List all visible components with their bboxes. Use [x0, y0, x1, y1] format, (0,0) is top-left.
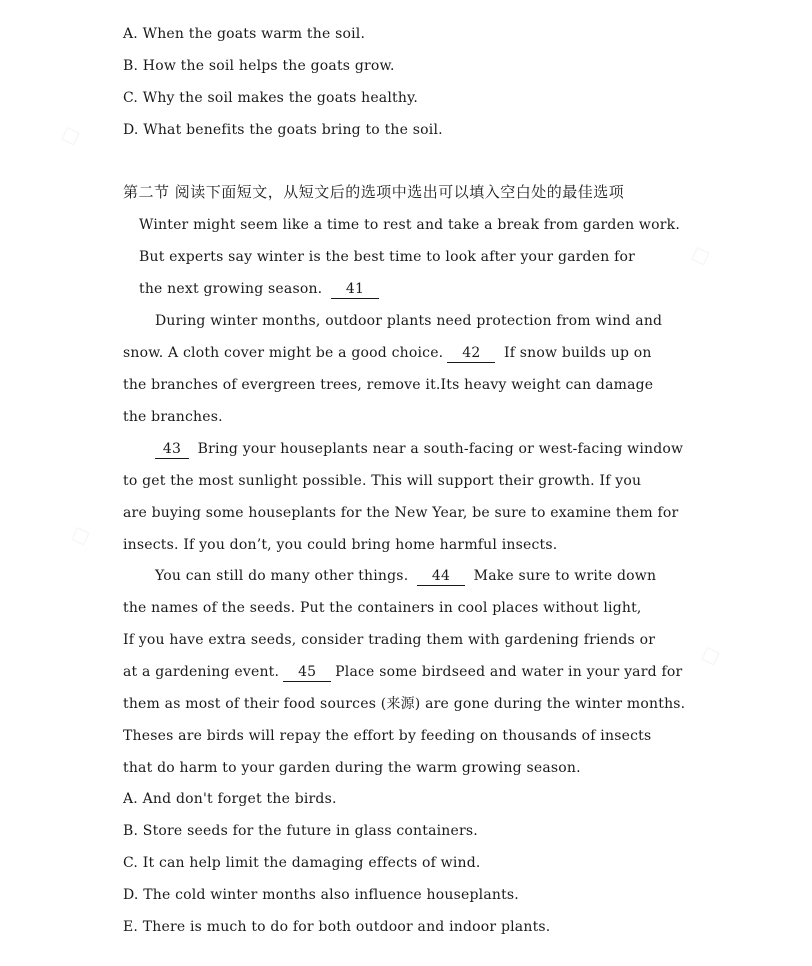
- passage-line: If you have extra seeds, consider trading them with gardening friends or: [123, 632, 656, 648]
- passage-line: Winter might seem like a time to rest and take a break from garden work.: [139, 217, 680, 233]
- passage-line: to get the most sunlight possible. This will support their growth. If you: [123, 473, 642, 489]
- section-heading: 第二节 阅读下面短文，从短文后的选项中选出可以填入空白处的最佳选项: [123, 183, 625, 201]
- prev-option-c: C. Why the soil makes the goats healthy.: [123, 90, 418, 106]
- passage-line: But experts say winter is the best time to look after your garden for: [139, 249, 635, 265]
- option-c: C. It can help limit the damaging effects of wind.: [123, 855, 481, 871]
- passage-line: the names of the seeds. Put the containers in cool places without light,: [123, 600, 642, 616]
- prev-option-d: D. What benefits the goats bring to the soil.: [123, 122, 443, 138]
- blank-43: 43: [155, 441, 189, 459]
- option-d: D. The cold winter months also influence houseplants.: [123, 887, 519, 903]
- blank-41: 41: [331, 281, 379, 299]
- passage-line: the branches.: [123, 409, 223, 425]
- watermark-mark: [65, 517, 94, 552]
- watermark-mark: [685, 237, 714, 272]
- blank-45: 45: [283, 664, 331, 682]
- watermark-mark: [695, 637, 724, 672]
- passage-line: the branches of evergreen trees, remove it.Its heavy weight can damage: [123, 377, 654, 393]
- blank-42: 42: [447, 345, 495, 363]
- passage-line: 43 Bring your houseplants near a south-facing or west-facing window: [155, 439, 683, 459]
- prev-option-a: A. When the goats warm the soil.: [123, 26, 366, 42]
- passage-line: at a gardening event. 45 Place some birdseed and water in your yard for: [123, 664, 683, 680]
- blank-44: 44: [417, 568, 465, 586]
- option-e: E. There is much to do for both outdoor and indoor plants.: [123, 919, 551, 935]
- option-a: A. And don't forget the birds.: [123, 791, 337, 807]
- passage-line: You can still do many other things. 44 Make sure to write down: [155, 568, 657, 584]
- passage-line: Theses are birds will repay the effort by feeding on thousands of insects: [123, 728, 652, 744]
- passage-line: During winter months, outdoor plants need protection from wind and: [155, 313, 663, 329]
- passage-line: insects. If you don’t, you could bring home harmful insects.: [123, 537, 558, 553]
- passage-line: snow. A cloth cover might be a good choice. 42 If snow builds up on: [123, 345, 652, 361]
- passage-line: that do harm to your garden during the warm growing season.: [123, 760, 581, 776]
- passage-line: are buying some houseplants for the New Year, be sure to examine them for: [123, 505, 679, 521]
- passage-line: them as most of their food sources (来源) are gone during the winter months.: [123, 696, 686, 712]
- option-b: B. Store seeds for the future in glass containers.: [123, 823, 478, 839]
- prev-option-b: B. How the soil helps the goats grow.: [123, 58, 395, 74]
- passage-line: the next growing season. 41: [139, 279, 383, 299]
- watermark-mark: [55, 117, 84, 152]
